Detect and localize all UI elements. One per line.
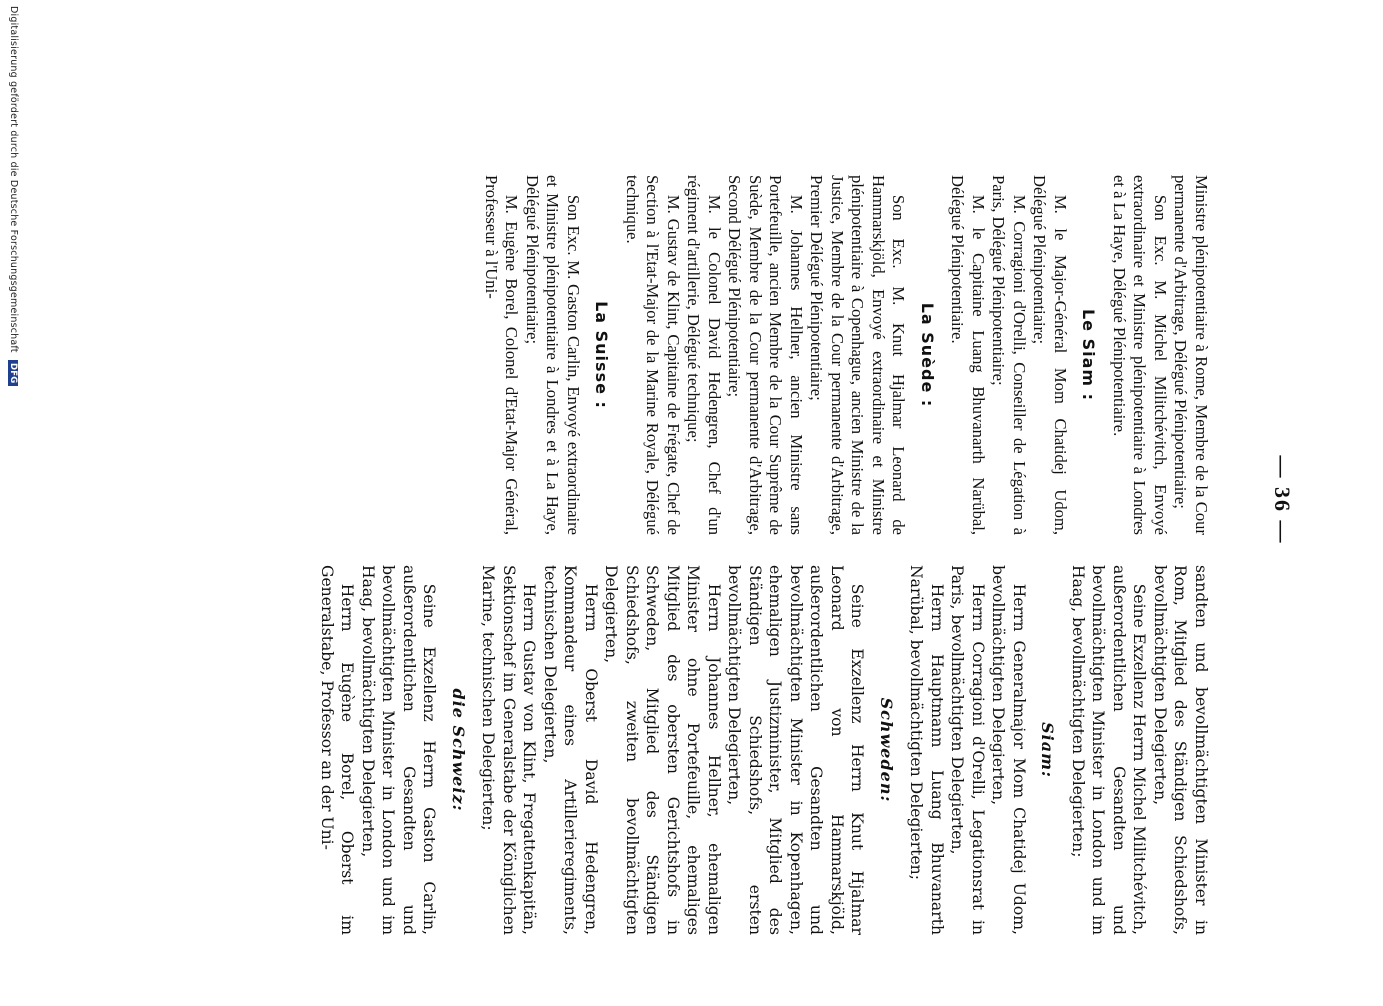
french-column [481,175,1212,535]
section-heading: La Suisse : [592,301,612,409]
german-column [317,565,1212,935]
delegate-entry: Ministre plénipotentiaire à Rome, Membre de la Cour permanente d'Arbitrage, Délégué Plénipotentiaire; [1171,175,1211,535]
section-heading: die Schweiz: [449,688,468,812]
delegate-entry: M. Johannes Hellner, ancien Ministre sans Portefeuille, ancien Membre de la Cour Suprême de Suède, Membre de la Cour permanente d'Arbitrage, Second Délégué Plénipotentiaire; [725,175,806,535]
section-heading: La Suède : [918,302,937,408]
delegate-entry: M. le Capitaine Luang Bhuvanarth Narübal, Délégué Plénipotentiaire. [948,175,988,535]
section-heading: Schweden: [877,697,896,803]
delegate-entry: Seine Exzellenz Herrn Michel Militchévitch, außerordentlichen Gesandten und bevollmächtigten Minister in London und im Haag, bevollmächtigten Delegierten; [1069,565,1149,935]
digitization-note [8,0,19,1006]
delegate-entry: M. le Major-Général Mom Chatidej Udom, Délégué Plénipotentiaire; [1030,175,1070,535]
delegate-entry: Herrn Johannes Hellner, ehemaligen Minister ohne Portefeuille, ehemaliges Mitglied des obersten Gerichtshofs in Schweden, Mitglied des Ständigen Schiedshofs, zweiten bevollmächtigten Delegierten, [602,565,723,935]
delegate-entry: M. Gustav de Klint, Capitaine de Frégate, Chef de Section à l'Etat-Major de la Marine Royale, Délégué technique. [623,175,683,535]
section-heading: Siam: [1038,722,1058,778]
delegate-entry: Herrn Gustav von Klint, Fregattenkapitän, Sektionschef im Generalstabe der Königlichen Marine, technischen Delegierten; [479,565,539,935]
delegate-entry: M. Eugène Borel, Colonel d'Etat-Major Général, Professeur à l'Uni- [482,175,522,535]
delegate-entry: Seine Exzellenz Herrn Knut Hjalmar Leonard von Hammarskjöld, außerordentlichen Gesandten und bevollmächtigten Minister in Kopenhagen, ehemaligen Justizminister, Mitglied des Ständigen Schiedshofs, ersten bevollmächtigten Delegierten, [725,565,867,935]
dfg-logo: DFG [9,360,19,386]
delegate-entry: Herrn Corragioni d'Orelli, Legationsrat in Paris, bevollmächtigten Delegierten, [948,565,987,935]
delegate-entry: Seine Exzellenz Herrn Gaston Carlin, außerordentlichen Gesandten und bevollmächtigten Minister in London und im Haag, bevollmächtigten Delegierten, [359,565,439,935]
page-number: — 36 — [1270,455,1295,545]
delegate-entry: Herrn Hauptmann Luang Bhuvanarth Narübal, bevollmächtigten Delegierten; [907,565,946,935]
delegate-entry: Son Exc. M. Michel Militchévitch, Envoyé extraordinaire et Ministre plénipotentiaire à Londres et à La Haye, Délégué Plénipotentiaire. [1110,175,1170,535]
digitization-note-text: Digitalisierung gefördert durch die Deutsche Forschungsgemeinschaft [8,6,19,353]
delegate-entry: Herrn Generalmajor Mom Chatidej Udom, bevollmächtigten Delegierten, [989,565,1028,935]
delegate-entry: sandten und bevollmächtigten Minister in Rom, Mitglied des Ständigen Schiedshofs, bevollmächtigten Delegierten, [1151,565,1210,935]
delegate-entry: Herrn Eugène Borel, Oberst im Generalstabe, Professor an der Uni- [318,565,357,935]
delegate-entry: Son Exc. M. Gaston Carlin, Envoyé extraordinaire et Ministre plénipotentiaire à Londres et à La Haye, Délégué Plénipotentiaire; [523,175,583,535]
delegate-entry: Son Exc. M. Knut Hjalmar Leonard de Hammarskjöld, Envoyé extraordinaire et Ministre plénipotentiaire à Copenhague, ancien Ministre de la Justice, Membre de la Cour permanente d'Arbitrage, Premier Délégué Plénipotentiaire; [807,175,909,535]
delegate-entry: M. le Colonel David Hedengren, Chef d'un régiment d'artillerie, Délégué technique; [684,175,724,535]
delegate-entry: M. Corragioni d'Orelli, Conseiller de Légation à Paris, Délégué Plénipotentiaire; [989,175,1029,535]
delegate-entry: Herrn Oberst David Hedengren, Kommandeur eines Artillerieregiments, technischen Delegierten, [541,565,600,935]
section-heading: Le Siam : [1079,308,1099,402]
